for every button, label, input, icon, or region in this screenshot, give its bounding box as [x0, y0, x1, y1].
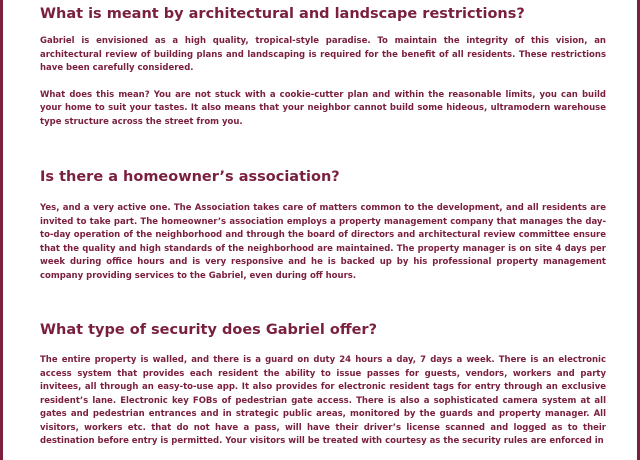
- section-heading-restrictions: What is meant by architectural and landscape restrictions?: [40, 6, 525, 22]
- section-heading-homeowners-association: Is there a homeowner’s association?: [40, 169, 340, 185]
- document-content: [40, 0, 606, 449]
- section-paragraph: The entire property is walled, and there is a guard on duty 24 hours a day, 7 days a week. There is an electronic access system that provides each resident the ability to issue passes for guests, vendors, workers and party invitees, all through an easy-to-use app. It also provides for electronic resident tags for entry through an exclusive resident’s lane. Electronic key FOBs of pedestrian gate access. There is also a sophisticated camera system at all gates and pedestrian entrances and in strategic public areas, monitored by the guards and property manager. All visitors, workers etc. that do not have a pass, will have their driver’s license scanned and logged as to their destination before entry is permitted. Your visitors will be treated with courtesy as the security rules are enforced in: [40, 355, 606, 446]
- section-paragraph: What does this mean? You are not stuck with a cookie-cutter plan and within the reasonable limits, you can build your home to suit your tastes. It also means that your neighbor cannot build some hideous, ultramodern warehouse type structure across the street from you.: [40, 89, 606, 127]
- section-paragraph: Gabriel is envisioned as a high quality, tropical-style paradise. To maintain the integrity of this vision, an architectural review of building plans and landscaping is required for the benefit of all residents. These restrictions have been carefully considered.: [40, 36, 606, 73]
- section-paragraph: Yes, and a very active one. The Association takes care of matters common to the development, and all residents are invited to take part. The homeowner’s association employs a property management company that manages the day-to-day operation of the neighborhood and through the board of directors and architectural review committee ensure that the quality and high standards of the neighborhood are maintained. The property manager is on site 4 days per week during office hours and is very responsive and he is backed up by his professional property management company providing services to the Gabriel, even during off hours.: [40, 203, 606, 281]
- section-heading-security: What type of security does Gabriel offer?: [40, 322, 377, 338]
